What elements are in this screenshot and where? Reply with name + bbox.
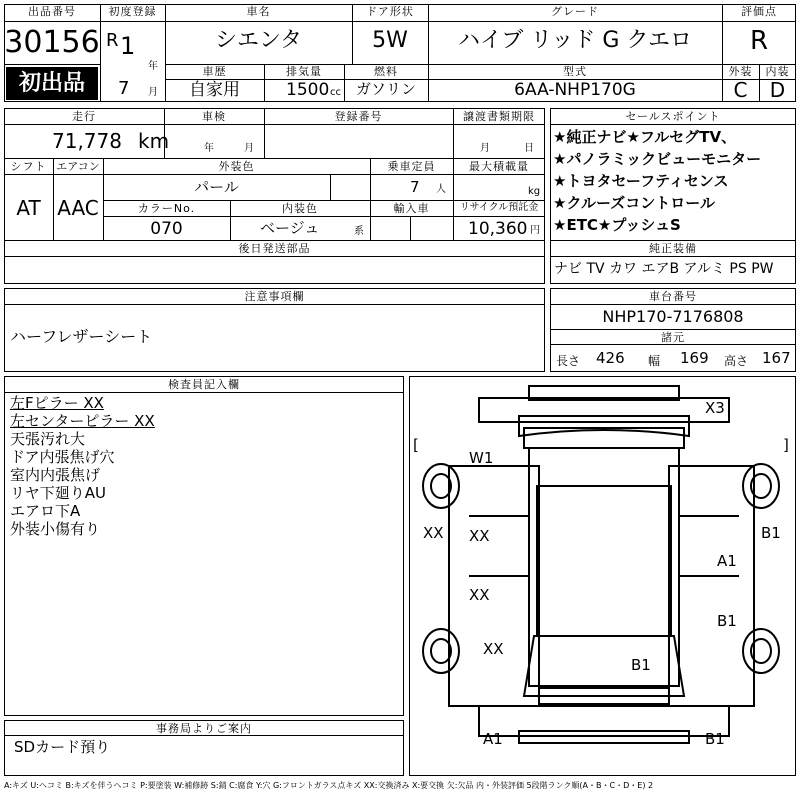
lot-number: 30156	[4, 25, 100, 60]
inspector-line-1: 左Fピラー XX	[10, 394, 104, 412]
sales-point-4: ★クルーズコントロール	[553, 194, 715, 212]
load-label: 最大積載量	[469, 160, 529, 173]
score: R	[749, 26, 769, 56]
regno-label: 登録番号	[334, 110, 383, 123]
transfer-day-unit: 日	[524, 143, 534, 154]
car-damage-diagram	[409, 376, 796, 776]
reg-year: 1	[120, 32, 136, 60]
int-color: ベージュ	[260, 219, 320, 237]
color-label: 外装色	[218, 160, 255, 173]
bracket-open: [	[413, 436, 419, 454]
recycle-amount: 10,360	[468, 219, 528, 239]
color-no: 070	[150, 219, 183, 239]
shift: AT	[16, 196, 41, 220]
equip-label: 純正装備	[649, 242, 697, 255]
later-parts-label: 後日発送部品	[238, 242, 311, 255]
shift-label: シフト	[10, 160, 47, 173]
ac: AAC	[57, 196, 99, 220]
legend: A:キズ U:ヘコミ B:キズを伴うヘコミ P:要塗装 W:補修跡 S:錆 C:腐食 Y:穴 G:フロントガラス点キズ XX:交換済み X:要交換 欠:欠品 内・外装評価 5段階ランク順(A・B・C・D・E) 2	[4, 781, 654, 790]
length: 426	[596, 349, 625, 367]
lot-label: 出品番号	[28, 5, 76, 18]
mark-xx-1: XX	[469, 527, 490, 545]
inspector-line-3: 天張汚れ大	[10, 430, 86, 448]
inspector-line-8: 外装小傷有り	[10, 520, 101, 538]
wheel-rr	[743, 629, 779, 673]
mark-b1-bottom: B1	[705, 730, 725, 748]
body-outline-top	[479, 398, 729, 422]
sales-point-2: ★パノラミックビューモニター	[553, 150, 762, 168]
displacement: 1500	[286, 80, 330, 100]
mark-xx-left: XX	[423, 524, 444, 542]
int-label: 内装	[765, 65, 790, 78]
year-unit: 年	[148, 61, 158, 72]
insp-month-unit: 月	[244, 143, 254, 154]
ext-score: C	[733, 78, 748, 102]
cabin-outline	[529, 448, 679, 686]
sales-point-1: ★純正ナビ★フルセグTV、	[553, 128, 737, 146]
left-body	[449, 466, 539, 706]
model-code: 6AA-NHP170G	[514, 80, 636, 100]
sales-point-5: ★ETC★プッシュS	[553, 216, 681, 234]
color: パール	[194, 178, 239, 196]
capacity-unit: 人	[436, 184, 446, 195]
bracket-close: ]	[783, 436, 789, 454]
mark-b1-right: B1	[761, 524, 781, 542]
grade-label: グレード	[551, 5, 599, 18]
mark-b1-door: B1	[717, 612, 737, 630]
inspection-label: 車検	[202, 110, 226, 123]
ext-label: 外装	[728, 65, 753, 78]
mark-x3: X3	[705, 399, 725, 417]
first-reg-label: 初度登録	[108, 5, 157, 18]
grade: ハイブ リッド G クエロ	[457, 28, 693, 53]
import-label: 輸入車	[393, 202, 430, 215]
height-label: 高さ	[724, 354, 749, 368]
first-listing-badge: 初出品	[6, 67, 98, 100]
int-color-label: 内装色	[282, 202, 318, 215]
int-score: D	[769, 78, 786, 102]
transfer-month-unit: 月	[480, 143, 490, 154]
ac-label: エアコン	[56, 160, 100, 173]
sales-label: セールスポイント	[625, 110, 721, 123]
mark-xx-2: XX	[469, 586, 490, 604]
era: R	[106, 30, 119, 51]
width-label: 幅	[648, 354, 661, 368]
displacement-unit: cc	[330, 87, 341, 98]
reg-month: 7	[118, 78, 130, 99]
inspector-label: 検査員記入欄	[168, 378, 240, 391]
model-label: 型式	[563, 65, 587, 78]
wheel-rl	[423, 629, 459, 673]
office-text: SDカード預り	[14, 738, 111, 756]
capacity: 7	[410, 178, 420, 196]
mileage-label: 走行	[72, 110, 96, 123]
score-label: 評価点	[741, 5, 777, 18]
inspector-line-5: 室内内張焦げ	[10, 466, 101, 484]
mileage: 71,778	[52, 129, 122, 153]
width: 169	[680, 349, 709, 367]
inspector-line-6: リヤ下廻りAU	[10, 484, 106, 502]
mileage-unit: km	[138, 129, 170, 153]
notes-label: 注意事項欄	[244, 290, 305, 303]
office-label: 事務局よりご案内	[156, 722, 252, 735]
inspector-line-2: 左センターピラー XX	[10, 412, 155, 430]
notes-text: ハーフレザーシート	[10, 327, 153, 346]
front-bumper	[519, 416, 689, 436]
length-label: 長さ	[556, 354, 581, 368]
height: 167	[762, 349, 791, 367]
load-unit: kg	[528, 186, 541, 197]
recycle-label: リサイクル預託金	[459, 202, 539, 213]
mark-w1: W1	[469, 449, 494, 467]
int-color-suffix: 系	[354, 226, 364, 237]
displacement-label: 排気量	[286, 65, 322, 78]
dims-label: 諸元	[661, 331, 685, 344]
capacity-label: 乗車定員	[387, 160, 436, 173]
mark-b1-rear: B1	[631, 656, 651, 674]
car-name-label: 車名	[246, 5, 271, 18]
fuel-label: 燃料	[374, 65, 398, 78]
insp-year-unit: 年	[204, 143, 214, 154]
door-label: ドア形状	[366, 5, 414, 18]
color-no-label: カラーNo.	[137, 202, 196, 215]
chassis-number: NHP170-7176808	[602, 307, 744, 326]
wheel-fl	[423, 464, 459, 508]
car-name: シエンタ	[214, 28, 303, 53]
transfer-label: 譲渡書類期限	[463, 110, 535, 123]
month-unit: 月	[148, 87, 158, 98]
sales-point-3: ★トヨタセーフティセンス	[553, 172, 729, 190]
equipment: ナビ TV カワ エアB アルミ PS PW	[554, 261, 774, 277]
wheel-fr	[743, 464, 779, 508]
door-type: 5W	[372, 28, 408, 53]
fuel: ガソリン	[355, 80, 416, 98]
recycle-unit: 円	[530, 225, 540, 236]
right-body	[669, 466, 754, 706]
mark-a1-bottom: A1	[483, 730, 503, 748]
roof-panel	[537, 486, 671, 636]
mark-xx-3: XX	[483, 640, 504, 658]
chassis-label: 車台番号	[649, 290, 697, 303]
mark-a1-door: A1	[717, 552, 737, 570]
inspector-line-4: ドア内張焦げ穴	[10, 448, 115, 466]
history-label: 車歴	[202, 65, 227, 78]
inspector-line-7: エアロ下A	[10, 502, 81, 520]
history: 自家用	[189, 80, 240, 100]
